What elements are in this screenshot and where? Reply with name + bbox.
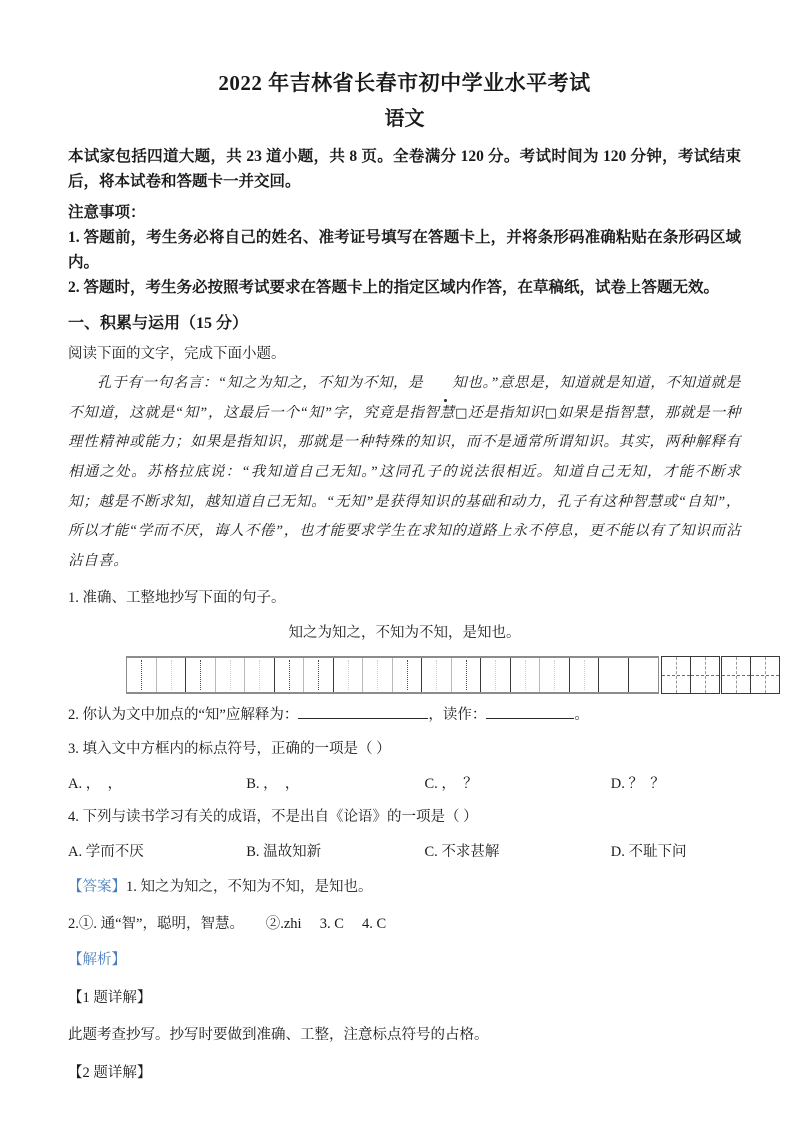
notice-label: 注意事项： (68, 203, 146, 221)
writing-grid-left (126, 656, 659, 694)
answer-blank-pinyin[interactable] (486, 718, 574, 719)
tianzige-cell (751, 656, 781, 694)
grid-cell (511, 658, 541, 692)
notice-item-1: 1. 答题前，考生务必将自己的姓名、准考证号填写在答题卡上，并将条形码准确粘贴在条形码区域内。 (68, 228, 741, 271)
question-2-stem-a: 2. 你认为文中加点的“知”应解释为： (68, 706, 299, 723)
section-instruction: 阅读下面的文字，完成下面小题。 (68, 346, 286, 363)
passage-part-3: 还是指知识 (468, 404, 545, 421)
emphasis-dot-char: 知 (423, 369, 467, 399)
option-a[interactable]: A. 学而不厌 (68, 843, 144, 860)
answers-line-2 (68, 912, 741, 937)
grid-cell (422, 658, 452, 692)
analysis-1-body: 此题考查抄写。抄写时要做到准确、工整，注意标点符号的占格。 (68, 1026, 489, 1043)
exam-header-text: 本试家包括四道大题，共 23 道小题，共 8 页。全卷满分 120 分。考试时间为 120 分钟，考试结束后，将本试卷和答题卡一并交回。 (68, 147, 741, 190)
option-d[interactable]: D. ？ ？ (610, 775, 665, 792)
answers-line-2-number: 2. (68, 915, 79, 932)
reading-passage (68, 369, 741, 577)
grid-cell (629, 658, 659, 692)
grid-cell (304, 658, 334, 692)
option-c[interactable]: C. ， ？ (424, 775, 478, 792)
grid-cell (127, 658, 157, 692)
analysis-label: 【解析】 (68, 952, 126, 968)
grid-cell (393, 658, 423, 692)
answer-blank-meaning[interactable] (298, 718, 428, 719)
question-4-options (68, 840, 741, 865)
punctuation-box-1: □ (455, 405, 469, 421)
analysis-1-head: 【1 题详解】 (68, 990, 152, 1007)
answers-label: 【答案】 (68, 879, 126, 896)
grid-cell (216, 658, 246, 692)
option-b[interactable]: B. 温故知新 (246, 843, 322, 860)
grid-cell (157, 658, 187, 692)
option-a[interactable]: A. ， ， (68, 775, 122, 792)
grid-cell (334, 658, 364, 692)
grid-cell (481, 658, 511, 692)
subject-title: 语文 (384, 107, 425, 130)
analysis-2-head: 【2 题详解】 (68, 1065, 152, 1082)
passage-part-2: 也。”意思是，知道就是知道，不知道就是不知道，这就是“知”，这最后一个“知”字，究竟是指智慧 (68, 374, 741, 421)
grid-cell (186, 658, 216, 692)
option-c[interactable]: C. 不求甚解 (424, 843, 500, 860)
grid-cell (540, 658, 570, 692)
writing-grid (68, 656, 741, 694)
grid-cell (275, 658, 305, 692)
tianzige-cell (721, 656, 751, 694)
answers-line-1 (68, 875, 741, 900)
page-title: 2022 年吉林省长春市初中学业水平考试 (218, 71, 591, 95)
option-d[interactable]: D. 不耻下问 (610, 843, 687, 860)
question-4-stem: 4. 下列与读书学习有关的成语，不是出自《论语》的一项是（ ） (68, 809, 478, 826)
grid-cell (599, 658, 629, 692)
grid-cell (452, 658, 482, 692)
analysis-label-line (68, 948, 741, 973)
passage-part-4: 如果是指智慧，那就是一种理性精神或能力；如果是指知识，那就是一种特殊的知识，而不是通常所谓知识。其实，两种解释有相通之处。苏格拉底说：“我知道自己无知。”这同孔子的说法很相近。知道自己无知，才能不断求知；越是不断求知，越知道自己无知。“无知”是获得知识的基础和动力，孔子有这种智慧或“自知”，所以才能“学而不厌，诲人不倦”，也才能要求学生在求知的道路上永不停息，更不能以有了知识而沾沾自喜。 (68, 404, 741, 570)
tianzige-cell (661, 656, 691, 694)
answers-text-1: 1. 知之为知之，不知为不知，是知也。 (126, 879, 373, 896)
question-2-stem-b: ，读作： (428, 706, 487, 723)
punctuation-box-2: □ (544, 405, 558, 421)
question-1-quote: 知之为知之，不知为不知，是知也。 (288, 625, 521, 642)
writing-grid-right (660, 656, 780, 694)
grid-cell (363, 658, 393, 692)
option-b[interactable]: B. ， ， (246, 775, 300, 792)
tianzige-cell (691, 656, 721, 694)
notice-item-2: 2. 答题时，考生务必按照考试要求在答题卡上的指定区域内作答，在草稿纸，试卷上答题无效。 (68, 279, 720, 297)
passage-part-1: 孔于有一句名言：“知之为知之，不知为不知，是 (97, 374, 424, 391)
question-2-stem (68, 703, 741, 728)
question-1-stem: 1. 准确、工整地抄写下面的句子。 (68, 589, 286, 606)
question-3-stem: 3. 填入文中方框内的标点符号，正确的一项是（ ） (68, 741, 391, 758)
grid-cell (570, 658, 600, 692)
question-3-options (68, 772, 741, 797)
question-2-stem-c: 。 (574, 706, 589, 723)
section-heading: 一、积累与运用（15 分） (68, 315, 249, 333)
grid-cell (245, 658, 275, 692)
answers-line-2-text: ①. 通“智”，聪明，智慧。 ②.zhi 3. C 4. C (78, 915, 387, 932)
